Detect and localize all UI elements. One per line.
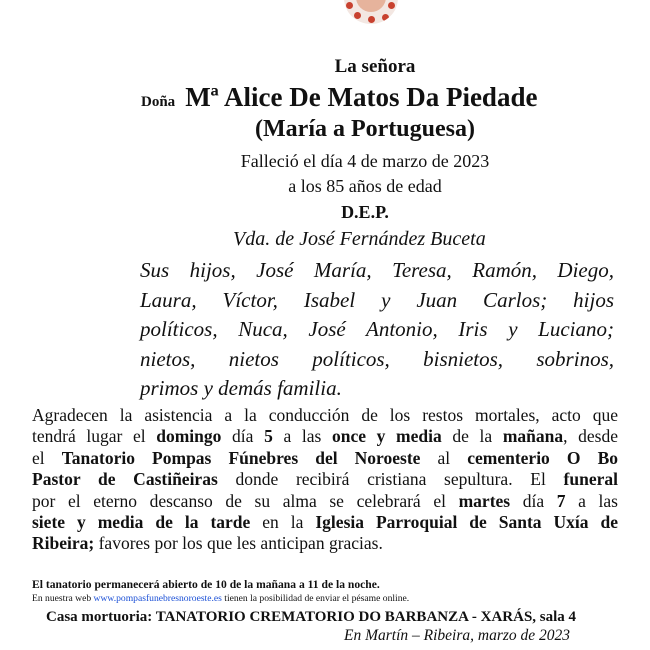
announcement-line: tendrá lugar el domingo día 5 a las once y media de la mañana, desde	[32, 426, 618, 447]
death-date: Falleció el día 4 de marzo de 2023	[240, 151, 490, 171]
website-link[interactable]: www.pompasfunebresnoroeste.es	[93, 593, 222, 604]
announcement-paragraph	[32, 405, 618, 555]
announcement-line: Agradecen la asistencia a la conducción de los restos mortales, acto que	[32, 405, 618, 425]
family-list	[140, 256, 614, 404]
family-line: Laura, Víctor, Isabel y Juan Carlos; hijos	[140, 287, 614, 312]
online-condolences-note: En nuestra web www.pompasfunebresnoroeste.es tienen la posibilidad de enviar el pésame online.	[32, 593, 410, 604]
deceased-name-line	[141, 82, 537, 113]
family-line: primos y demás familia.	[140, 376, 342, 401]
announcement-line: siete y media de la tarde en la Iglesia Parroquial de Santa Uxía de	[32, 512, 618, 533]
deceased-photo	[344, 0, 398, 24]
place-and-date: En Martín – Ribeira, marzo de 2023	[344, 627, 571, 644]
dep-label: D.E.P.	[341, 202, 389, 222]
announcement-line: Ribeira; favores por los que les anticipan gracias.	[32, 533, 383, 554]
announcement-line: por el eterno descanso de su alma se celebrará el martes día 7 a las	[32, 490, 618, 511]
title-prefix: La señora	[334, 56, 416, 77]
family-line: nietos, nietos políticos, bisnietos, sobrinos,	[140, 346, 614, 371]
age-at-death: a los 85 años de edad	[288, 176, 442, 196]
announcement-line: Pastor de Castiñeiras donde recibirá cristiana sepultura. El funeral	[32, 469, 618, 490]
family-line: políticos, Nuca, José Antonio, Iris y Luciano;	[140, 317, 614, 342]
mortuary-value: TANATORIO CREMATORIO DO BARBANZA - XARÁS, sala 4	[152, 609, 577, 625]
mortuary-label: Casa mortuoria:	[46, 609, 153, 625]
widow-of: Vda. de José Fernández Buceta	[233, 228, 486, 250]
announcement-line: el Tanatorio Pompas Fúnebres del Noroeste al cementerio O Bo	[32, 447, 618, 468]
mortuary-line	[46, 609, 576, 626]
name-prefix: Doña	[141, 94, 176, 110]
opening-hours-note: El tanatorio permanecerá abierto de 10 de la mañana a 11 de la noche.	[32, 578, 380, 591]
deceased-name: Mª Alice De Matos Da Piedade	[185, 82, 538, 112]
deceased-nickname: (María a Portuguesa)	[255, 116, 475, 142]
family-line: Sus hijos, José María, Teresa, Ramón, Diego,	[140, 258, 614, 282]
